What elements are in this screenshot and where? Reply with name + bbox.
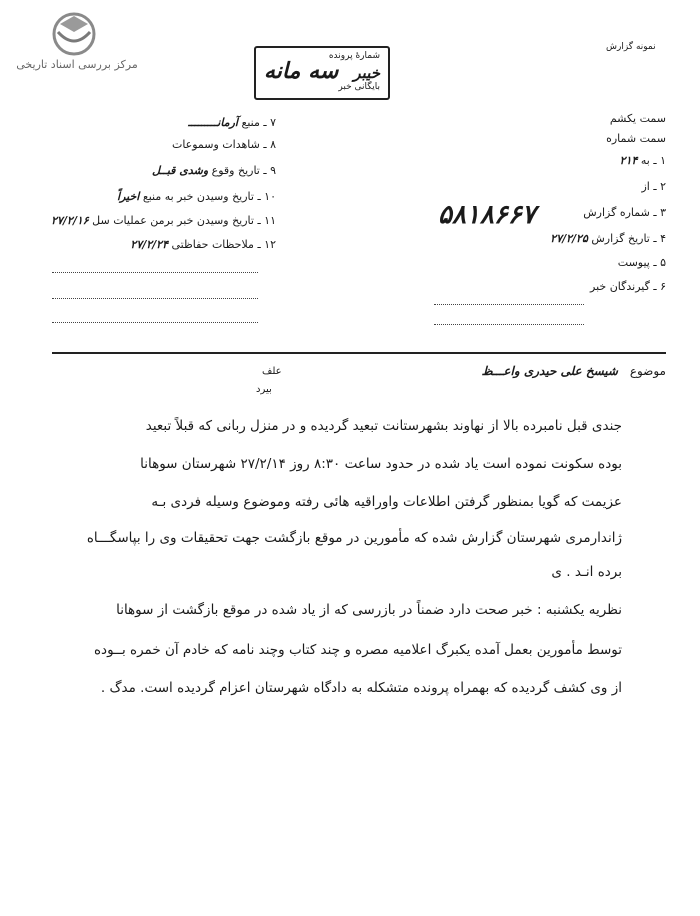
archive-logo-icon [40, 10, 104, 60]
subject-line [481, 364, 666, 378]
dotted-line [52, 298, 258, 299]
field-label: ۱ ـ به [640, 154, 666, 167]
logo-caption: مرکز بررسی اسناد تاریخی [16, 58, 138, 71]
body-line: جندی قبل نامبرده بالا از نهاوند بشهرستانت تبعید گردیده و در منزل ربانی که قبلاً تبعید [145, 418, 622, 434]
file-stamp [254, 46, 390, 100]
body-line: عزیمت که گویا بمنظور گرفتن اطلاعات واوراقیه هائی رفته وموضوع وسیله فردی بـه [151, 494, 622, 510]
opinion-line: توسط مأمورین بعمل آمده یکبرگ اعلامیه مصره و چند کتاب وچند نامه که خادم آن خمره بــوده [93, 642, 622, 658]
subject-text: شیسخ علی حیدری واعـــظ [481, 364, 618, 378]
header-field-report-number [583, 206, 666, 219]
field-label: ۹ ـ تاریخ وقوع [211, 164, 276, 177]
stamp-line-2: خیبر [353, 64, 380, 82]
header-field-from [641, 180, 666, 193]
field-label: ۱۰ ـ تاریخ وسیدن خبر به منبع [142, 190, 276, 203]
header-field-occurrence-date [152, 164, 276, 177]
margin-tag: بیرد [256, 384, 272, 395]
field-label: ۸ ـ شاهدات وسموعات [171, 138, 276, 151]
dotted-line [434, 324, 584, 325]
field-label: سمت شماره [606, 132, 666, 145]
body-line: بوده سکونت نموده است یاد شده در حدود ساعت ۸:۳۰ روز ۲۷/۲/۱۴ شهرستان سوهانا [140, 456, 622, 472]
field-label: ۴ ـ تاریخ گزارش [591, 232, 666, 245]
field-value: ۲۱۴ [619, 154, 638, 167]
header-field-to [620, 154, 666, 167]
opinion-line: از وی کشف گردیده که بهمراه پرونده متشکله به دادگاه شهرستان اعزام گردیده است. مدگ . [100, 680, 622, 696]
margin-tag: علف [262, 366, 282, 377]
subject-label: موضوع [629, 364, 666, 378]
stamp-line-3: بایگانی خبر [338, 82, 380, 92]
header-field-attachment [618, 256, 666, 269]
header-field-security-notes [130, 238, 276, 251]
body-line: ژاندارمری شهرستان گزارش شده که مأمورین در موقع بازگشت جهت تحقیقات وی را بپاسگـــاه [86, 530, 622, 546]
field-label: سمت یکشم [609, 112, 666, 125]
header-field-department [610, 112, 666, 125]
field-label: ۷ ـ منبع [241, 116, 276, 129]
opinion-line: نظریه یکشنبه : خبر صحت دارد ضمناً در بازرسی که از یاد شده در موقع بازگشت از سوهانا [116, 602, 622, 618]
report-number-handwritten: ۵۸۱۸۶۶۷ [438, 200, 536, 230]
field-label: ۶ ـ گیرندگان خبر [590, 280, 666, 293]
field-value: آرمانـــــــــ [188, 116, 238, 129]
field-label: ۳ ـ شماره گزارش [583, 206, 666, 219]
body-line: برده انـد . ی [551, 564, 622, 580]
field-value: ۲۷/۲/۲۴ [130, 238, 168, 251]
field-label: ۱۱ ـ تاریخ وسیدن خبر برمن عملیات سل [92, 214, 276, 227]
field-value: ۲۷/۲/۲۵ [550, 232, 588, 245]
field-value: اخیراً [117, 190, 140, 203]
field-label: ۱۲ ـ ملاحظات حفاظتی [171, 238, 276, 251]
corner-label: نمونه گزارش [606, 42, 656, 52]
header-field-received-operations [51, 214, 276, 227]
stamp-line-1: شمارۀ پرونده [328, 51, 380, 61]
field-value: وشدی قبــل [152, 164, 209, 177]
header-field-number [606, 132, 666, 145]
header-divider [52, 352, 666, 354]
header-field-recipients [590, 280, 666, 293]
field-label: ۲ ـ از [641, 180, 666, 193]
field-label: ۵ ـ پیوست [617, 256, 666, 269]
field-value: ۲۷/۲/۱۶ [51, 214, 89, 227]
header-field-observations [172, 138, 276, 151]
dotted-line [52, 272, 258, 273]
header-field-source [188, 116, 276, 129]
dotted-line [434, 304, 584, 305]
header-field-report-date [550, 232, 666, 245]
dotted-line [52, 322, 258, 323]
header-field-received-source [117, 190, 276, 203]
stamp-big-text: سه مانه [264, 58, 339, 84]
